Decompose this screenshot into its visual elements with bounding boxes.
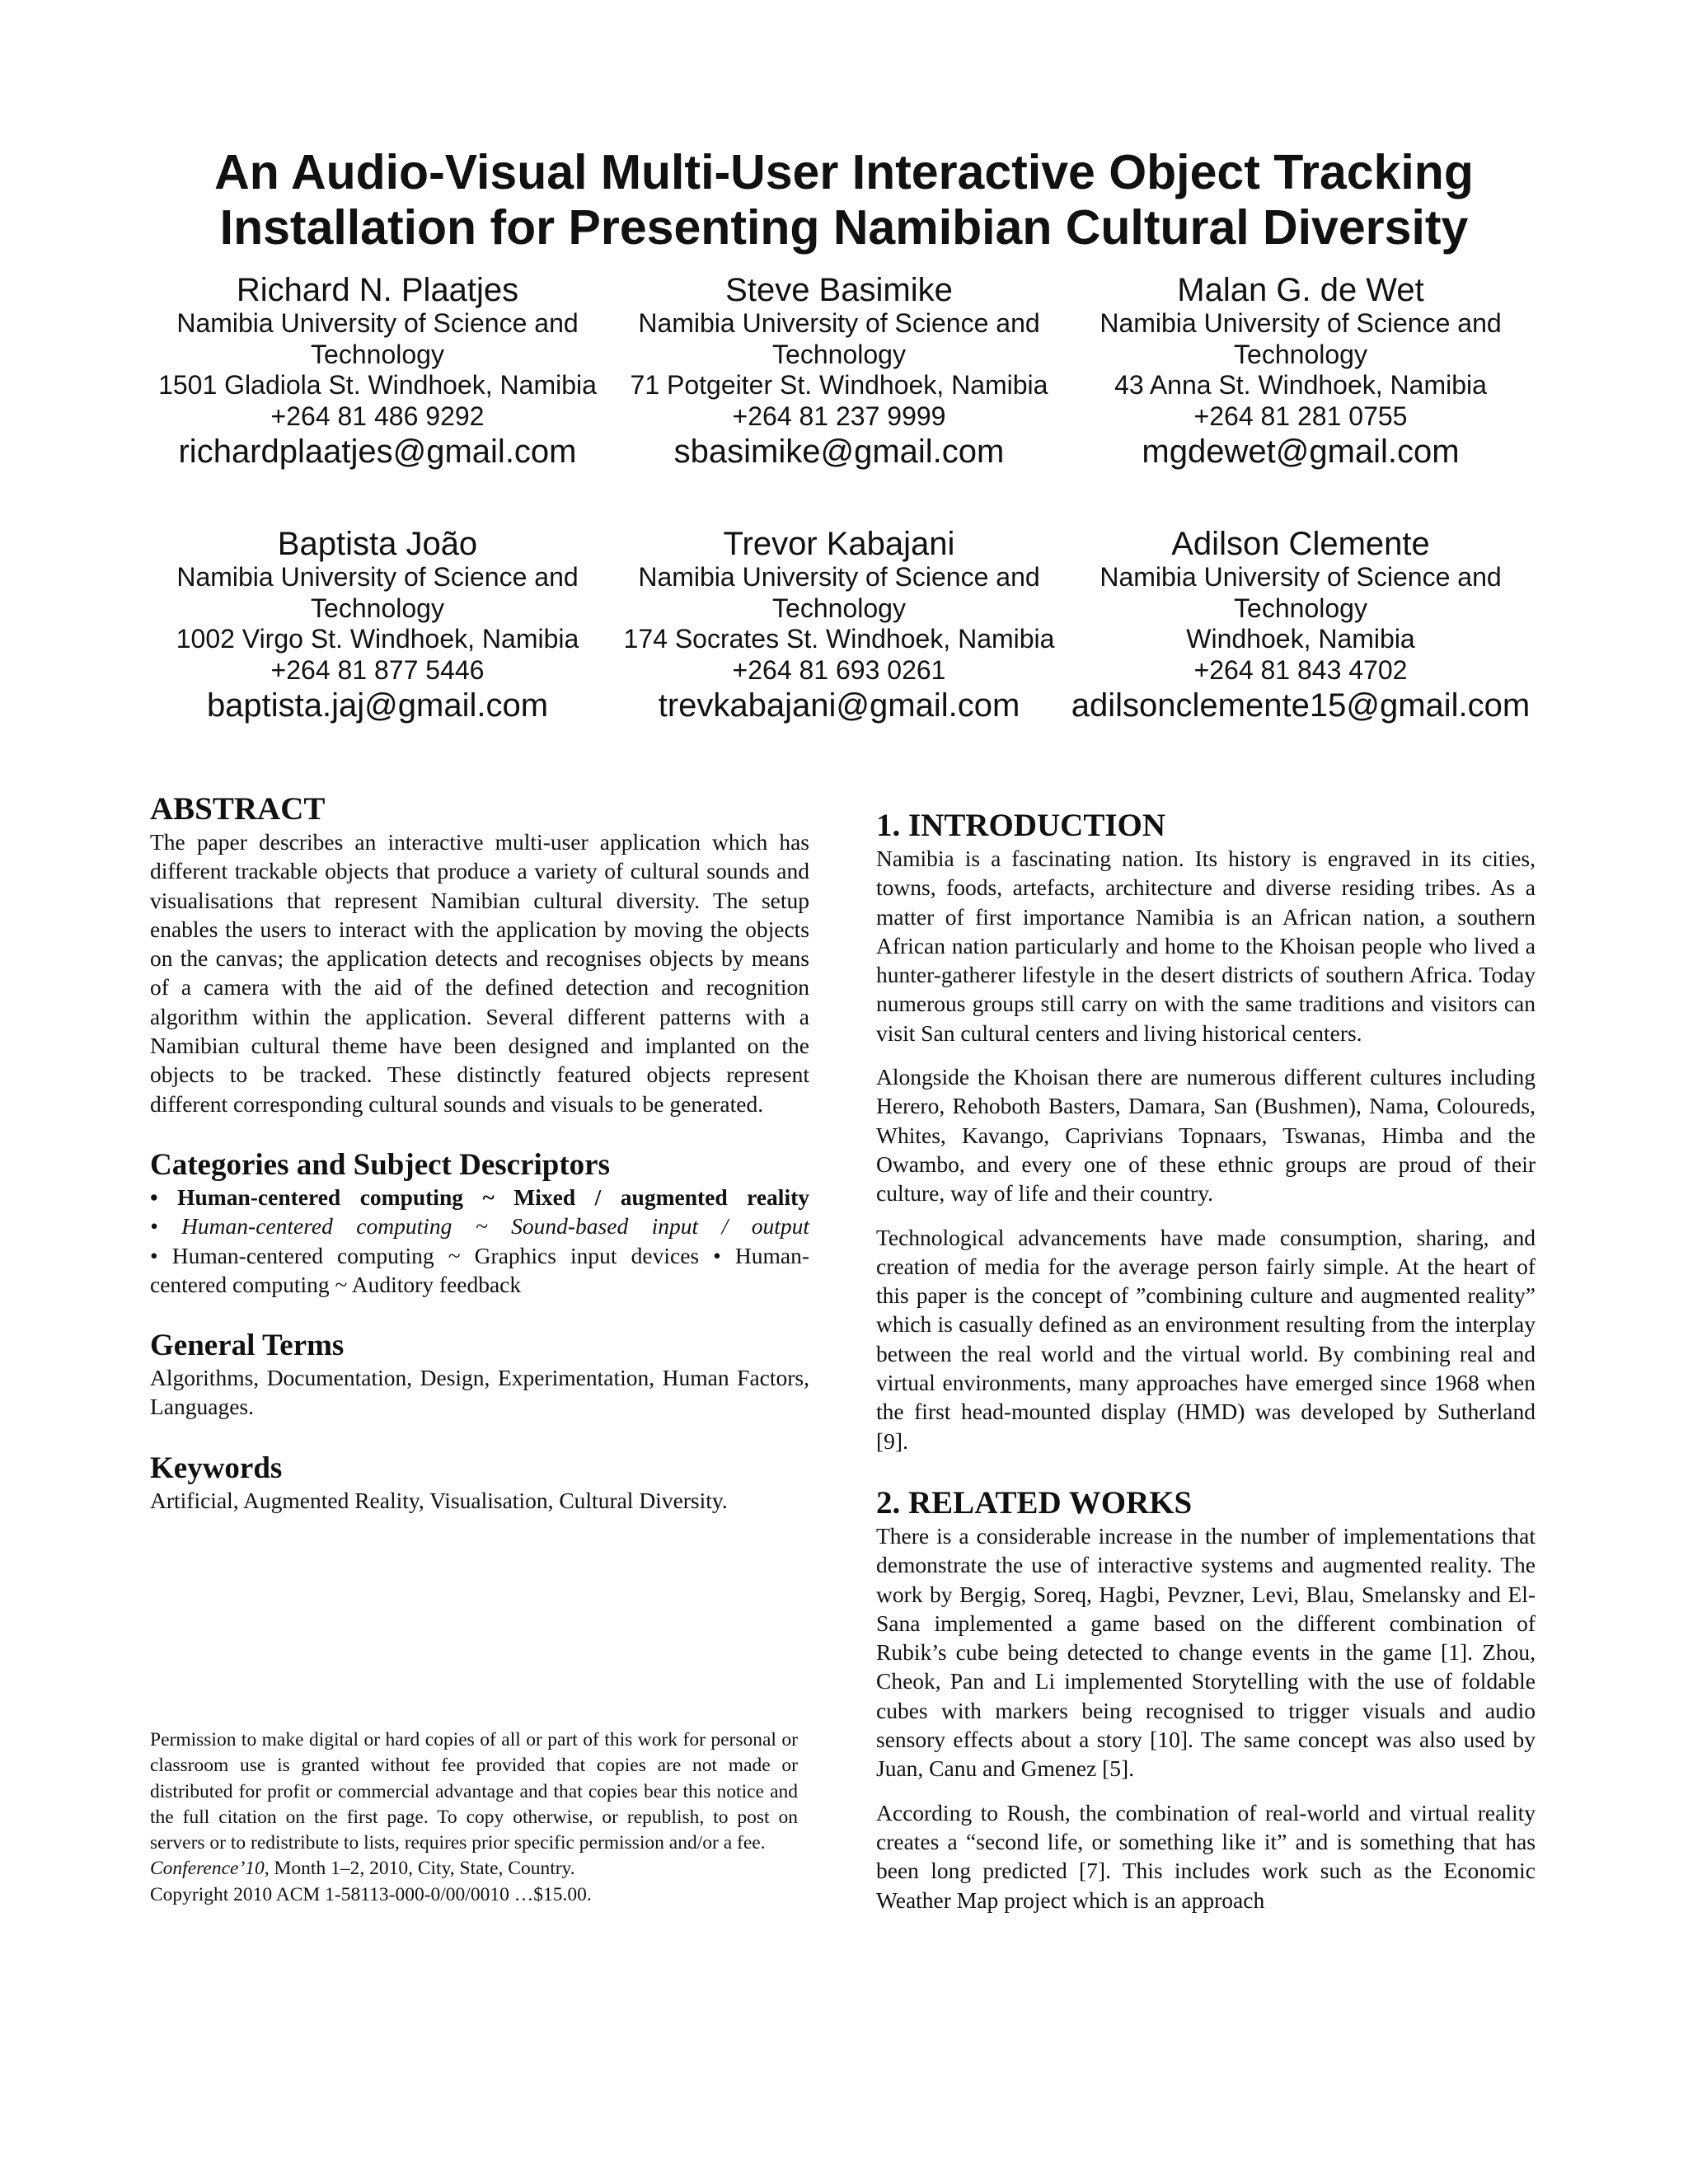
general-terms-section: [150, 1329, 809, 1422]
conference-details: , Month 1–2, 2010, City, State, Country.: [264, 1858, 575, 1880]
author-address: 1501 Gladiola St. Windhoek, Namibia: [158, 370, 597, 400]
abstract-section: [150, 791, 809, 1118]
copyright-line: Copyright 2010 ACM 1-58113-000-0/00/0010 …$15.00.: [150, 1883, 592, 1905]
author-affiliation-cont: Technology: [772, 593, 906, 623]
author-email: richardplaatjes@gmail.com: [178, 434, 577, 470]
author-block-1: [138, 272, 617, 471]
author-phone: +264 81 693 0261: [732, 654, 946, 685]
author-affiliation: Namibia University of Science and: [1100, 562, 1502, 592]
author-address: 71 Potgeiter St. Windhoek, Namibia: [630, 370, 1048, 400]
author-name: Trevor Kabajani: [723, 526, 955, 562]
author-affiliation-cont: Technology: [311, 339, 444, 369]
category-descriptor-4: centered computing ~ Auditory feedback: [150, 1271, 522, 1297]
author-affiliation: Namibia University of Science and: [638, 308, 1040, 338]
author-phone: +264 81 281 0755: [1193, 401, 1408, 431]
author-affiliation: Namibia University of Science and: [176, 562, 579, 592]
author-block-2: [600, 272, 1078, 471]
conference-line: [150, 1856, 798, 1882]
author-email: mgdewet@gmail.com: [1142, 434, 1460, 470]
author-email: baptista.jaj@gmail.com: [206, 687, 549, 724]
title-line-1: An Audio-Visual Multi-User Interactive Object Tracking: [214, 145, 1474, 199]
keywords-heading: Keywords: [150, 1451, 283, 1485]
abstract-text: The paper describes an interactive multi-user application which has different trackable objects that produce a variety of cultural sounds and visualisations that represent Namibian cultural diversity. The setup enables the users to interact with the application by moving the objects on the canvas; the application detects and recognises objects by means of a camera with the aid of the defined detection and recognition algorithm within the application. Several different patterns with a Namibian cultural theme have been designed and implanted on the objects to be tracked. These distinctly featured objects represent different corresponding cultural sounds and visuals to be generated.: [150, 829, 809, 1117]
categories-section: [150, 1148, 809, 1299]
paper-title: [0, 145, 1688, 255]
categories-heading: Categories and Subject Descriptors: [150, 1147, 610, 1182]
introduction-heading: 1. INTRODUCTION: [876, 808, 1166, 843]
author-name: Baptista João: [277, 526, 478, 562]
related-works-paragraph-2: According to Roush, the combination of real-world and virtual reality creates a “second life, or something like it” and is something that has been long predicted [7]. This includes work such as the Economic Weather Map project which is an approach: [876, 1799, 1536, 1913]
author-email: sbasimike@gmail.com: [673, 434, 1005, 470]
related-works-heading: 2. RELATED WORKS: [876, 1484, 1193, 1521]
abstract-heading: ABSTRACT: [150, 791, 326, 827]
introduction-paragraph-2: Alongside the Khoisan there are numerous different cultures including Herero, Rehoboth Basters, Damara, San (Bushmen), Nama, Coloureds, Whites, Kavango, Caprivians Topnaars, Tswanas, Himba and the Owambo, and every one of these ethnic groups are proud of their culture, way of life and their country.: [876, 1064, 1536, 1207]
author-email: adilsonclemente15@gmail.com: [1071, 687, 1531, 724]
author-name: Richard N. Plaatjes: [236, 272, 519, 308]
author-phone: +264 81 237 9999: [732, 401, 946, 431]
keywords-text: Artificial, Augmented Reality, Visualisation, Cultural Diversity.: [150, 1487, 728, 1513]
author-affiliation-cont: Technology: [311, 593, 444, 623]
author-address: Windhoek, Namibia: [1186, 624, 1415, 654]
right-column: [876, 808, 1536, 1944]
keywords-section: [150, 1451, 809, 1515]
author-affiliation-cont: Technology: [1234, 593, 1367, 623]
author-address: 174 Socrates St. Windhoek, Namibia: [623, 624, 1055, 654]
author-name: Adilson Clemente: [1171, 526, 1430, 562]
author-name: Malan G. de Wet: [1177, 272, 1424, 308]
related-works-paragraph-1: There is a considerable increase in the number of implementations that demonstrate the use of interactive systems and augmented reality. The work by Bergig, Soreq, Hagbi, Pevzner, Levi, Blau, Smelansky and El-Sana implemented a game based on the different combination of Rubik’s cube being detected to change events in the game [1]. Zhou, Cheok, Pan and Li implemented Storytelling with the use of foldable cubes with markers being recognised to trigger visuals and audio sensory effects about a story [10]. The same concept was also used by Juan, Canu and Gmenez [5].: [876, 1522, 1536, 1782]
author-affiliation: Namibia University of Science and: [638, 562, 1040, 592]
author-block-5: [600, 526, 1078, 725]
related-works-section: [876, 1485, 1536, 1915]
category-descriptor-1: • Human-centered computing ~ Mixed / augmented reality: [150, 1183, 809, 1210]
permission-notice: [150, 1727, 798, 1908]
author-phone: +264 81 486 9292: [270, 401, 485, 431]
category-descriptor-2: • Human-centered computing ~ Sound-based input / output: [150, 1213, 809, 1240]
author-affiliation: Namibia University of Science and: [176, 308, 579, 338]
author-phone: +264 81 877 5446: [270, 654, 485, 685]
general-terms-text: Algorithms, Documentation, Design, Experimentation, Human Factors, Languages.: [150, 1365, 809, 1420]
author-name: Steve Basimike: [725, 272, 953, 308]
author-address: 43 Anna St. Windhoek, Namibia: [1114, 370, 1487, 400]
author-affiliation-cont: Technology: [772, 339, 906, 369]
author-affiliation-cont: Technology: [1234, 339, 1367, 369]
introduction-paragraph-1: Namibia is a fascinating nation. Its history is engraved in its cities, towns, foods, artefacts, architecture and diverse residing tribes. As a matter of first importance Namibia is an African nation, a southern African nation particularly and home to the Khoisan people who lived a hunter-gatherer lifestyle in the desert districts of southern Africa. Today numerous groups still carry on with the same traditions and visitors can visit San cultural centers and living historical centers.: [876, 846, 1536, 1046]
author-block-4: [138, 526, 617, 725]
conference-name: Conference’10: [150, 1858, 265, 1880]
author-address: 1002 Virgo St. Windhoek, Namibia: [176, 624, 579, 654]
author-affiliation: Namibia University of Science and: [1100, 308, 1502, 338]
author-block-3: [1062, 272, 1540, 471]
author-block-6: [1062, 526, 1540, 725]
author-email: trevkabajani@gmail.com: [658, 687, 1020, 724]
author-phone: +264 81 843 4702: [1193, 654, 1408, 685]
introduction-paragraph-3: Technological advancements have made consumption, sharing, and creation of media for the average person fairly simple. At the heart of this paper is the concept of ”combining culture and augmented reality” which is casually defined as an environment resulting from the interplay between the real world and the virtual world. By combining real and virtual environments, many approaches have emerged since 1968 when the first head-mounted display (HMD) was developed by Sutherland [9].: [876, 1224, 1536, 1454]
introduction-section: [876, 808, 1536, 1455]
general-terms-heading: General Terms: [150, 1329, 345, 1363]
category-descriptor-3: • Human-centered computing ~ Graphics input devices • Human-: [150, 1242, 809, 1268]
permission-text: Permission to make digital or hard copies of all or part of this work for personal or classroom use is granted without fee provided that copies are not made or distributed for profit or commercial advantage and that copies bear this notice and the full citation on the first page. To copy otherwise, or republish, to post on servers or to redistribute to lists, requires prior specific permission and/or a fee.: [150, 1729, 798, 1854]
left-column: [150, 791, 809, 1544]
title-line-2: Installation for Presenting Namibian Cultural Diversity: [219, 200, 1469, 255]
